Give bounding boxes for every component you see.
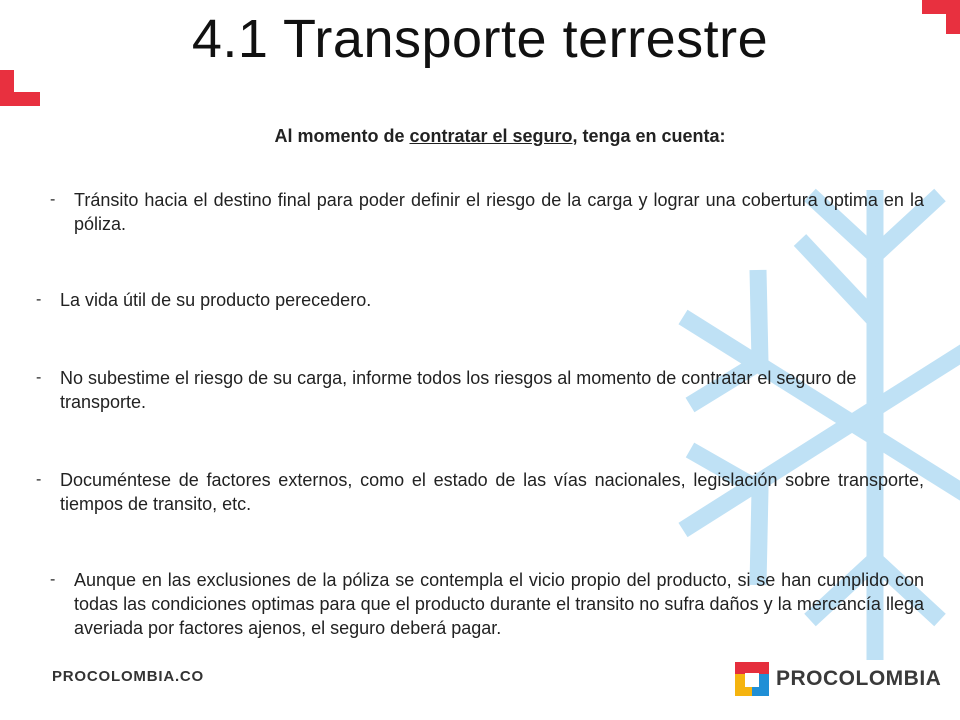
bullet-item-5 [50, 568, 924, 640]
bullet-text-2: La vida útil de su producto perecedero. [60, 290, 372, 310]
bullet-item-1 [50, 188, 924, 236]
bullet-marker: - [50, 571, 56, 588]
bullet-marker: - [36, 471, 42, 488]
bullet-marker: - [50, 191, 56, 208]
bullet-item-4 [36, 468, 924, 516]
subtitle-after: , tenga en cuenta: [572, 126, 726, 146]
slide-title: 4.1 Transporte terrestre [191, 9, 769, 69]
bullet-marker: - [36, 291, 42, 308]
bullet-item-2 [36, 288, 920, 312]
footer-website: PROCOLOMBIA.CO [52, 668, 205, 685]
bullet-text-3: No subestime el riesgo de su carga, informe todos los riesgos al momento de contratar el seguro de transporte. [60, 368, 857, 412]
subtitle-before: Al momento de [274, 126, 410, 146]
subtitle-underlined: contratar el seguro [409, 126, 573, 146]
bullet-text-4: Documéntese de factores externos, como el estado de las vías nacionales, legislación sobre transporte, tiempos de transito, etc. [60, 470, 924, 514]
bullet-text-5: Aunque en las exclusiones de la póliza se contempla el vicio propio del producto, si se han cumplido con todas las condiciones optimas para que el producto durante el transito no sufra daños y la mercancía llega averiada por factores ajenos, el seguro deberá pagar. [74, 570, 924, 638]
procolombia-logo-text: PROCOLOMBIA [776, 667, 942, 690]
procolombia-logo-icon [735, 662, 769, 696]
corner-bracket-left [0, 70, 42, 106]
bullet-text-1: Tránsito hacia el destino final para poder definir el riesgo de la carga y lograr una cobertura optima en la póliza. [74, 190, 924, 234]
bullet-item-3 [36, 366, 920, 414]
slide-subtitle [0, 126, 960, 147]
bullet-marker: - [36, 369, 42, 386]
